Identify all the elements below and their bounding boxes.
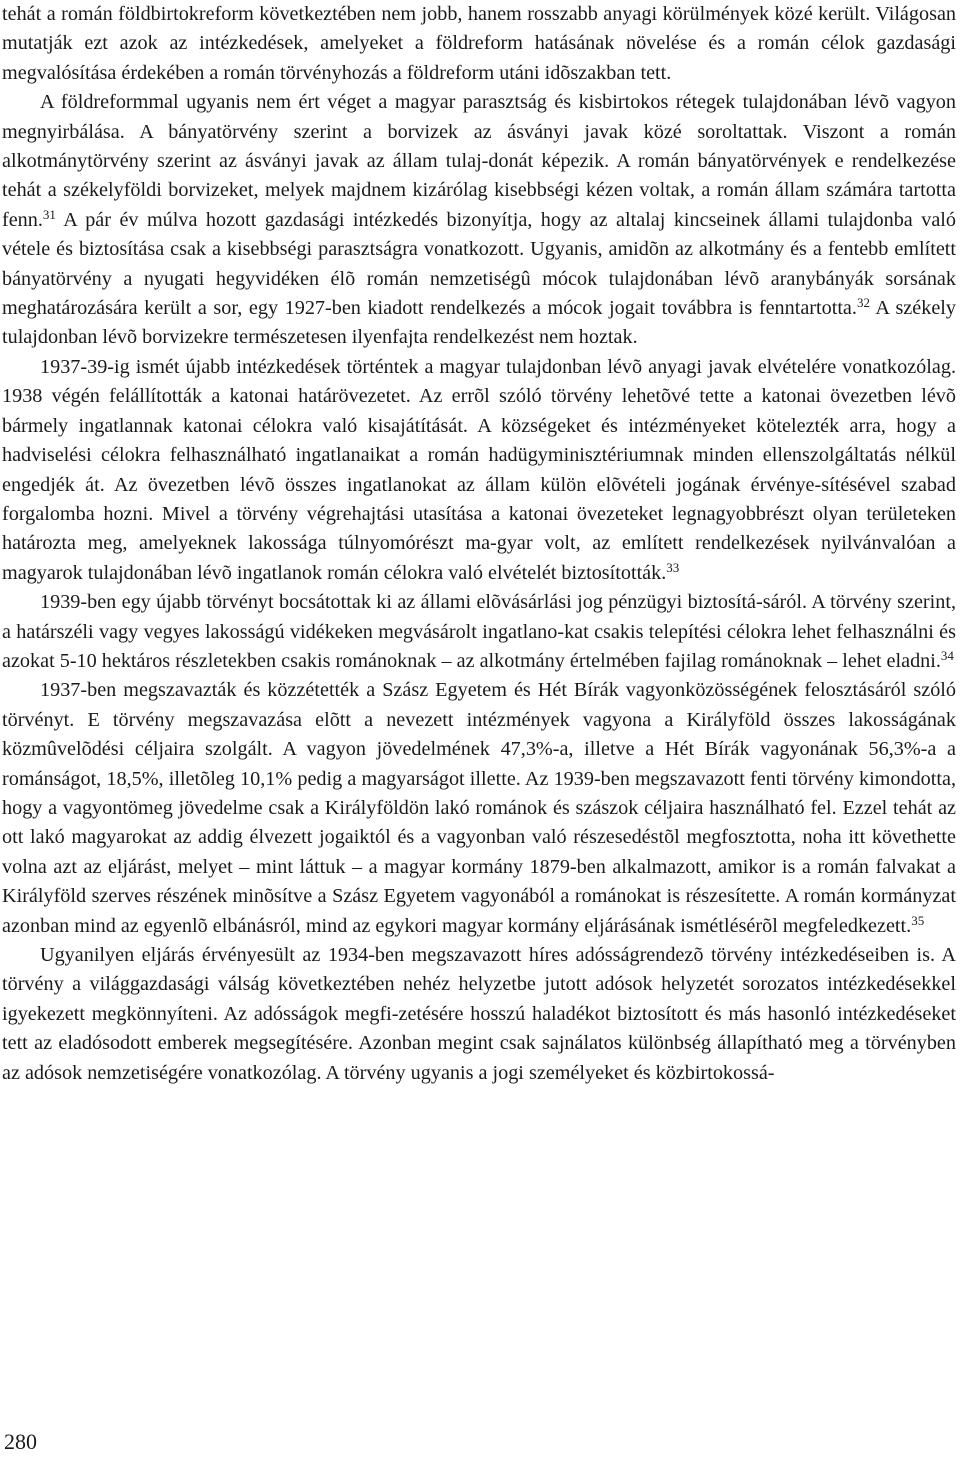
paragraph-text: tehát a román földbirtokreform következtében nem jobb, hanem rosszabb anyagi körülmények közé került. Világosan mutatják ezt azok az intézkedések, amelyeket a földreform hatásának növelése és a román célok gazdasági megvalósítása érdekében a román törvényhozás a földreform utáni idõszakban tett. <box>2 3 956 84</box>
paragraph-text: 1937-39-ig ismét újabb intézkedések történtek a magyar tulajdonban lévõ anyagi javak elvételére vonatkozólag. 1938 végén felállították a katonai határövezetet. Az errõl szóló törvény lehetõvé tette a katonai övezetben lévõ bármely ingatlannak katonai célokra való kisajátítását. A községeket és intézményeket kötelezték arra, hogy a hadviselési célokra felhasználható ingatlanaikat a román hadügyminisztériumnak minden ellenszolgáltatás nélkül engedjék át. Az övezetben lévõ összes ingatlanokat az állam külön elõvételi jogának érvénye-sítésével szabad forgalomba hozni. Mivel a törvény végrehajtási utasítása a katonai övezeteket legnagyobbrészt olyan területeken határozta meg, amelyeknek lakossága túlnyomórészt ma-gyar volt, az említett rendelkezések nyilvánvalóan a magyarok tulajdonában lévõ ingatlanok román célokra való elvételét biztosították. <box>2 355 956 584</box>
page-body <box>2 0 956 1088</box>
footnote-marker: 31 <box>42 206 56 222</box>
paragraph <box>2 88 956 353</box>
footnote-marker: 33 <box>666 559 680 575</box>
paragraph-text: 1937-ben megszavazták és közzétették a Szász Egyetem és Hét Bírák vagyonközösségének felosztásáról szóló törvényt. E törvény megszavazása elõtt a nevezett intézmények vagyona a Királyföld összes lakosságának közmûvelõdési céljaira szolgált. A vagyon jövedelmének 47,3%-a, illetve a Hét Bírák vagyonának 56,3%-a a románságot, 18,5%, illetõleg 10,1% pedig a magyarságot illette. Az 1939-ben megszavazott fenti törvény kimondotta, hogy a vagyontömeg jövedelme csak a Királyföldön lakó románok és szászok céljaira használható fel. Ezzel tehát az ott lakó magyarokat az addig élvezett jogaiktól és a vagyonban való részesedéstõl megfosztotta, noha itt követhette volna azt az eljárást, melyet – mint láttuk – a magyar kormány 1879-ben alkalmazott, amikor is a román falvakat a Királyföld szerves részének minõsítve a Szász Egyetem vagyonából a románokat is részesítette. A román kormányzat azonban mind az egyenlõ elbánásról, mind az egykori magyar kormány eljárásának ismétlésérõl megfeledkezett. <box>2 679 956 937</box>
footnote-marker: 35 <box>911 912 925 928</box>
paragraph <box>2 588 956 676</box>
paragraph <box>2 676 956 941</box>
page-number: 280 <box>4 1429 37 1454</box>
footnote-marker: 34 <box>940 647 954 663</box>
paragraph <box>2 941 956 1088</box>
paragraph-text: 1939-ben egy újabb törvényt bocsátottak ki az állami elõvásárlási jog pénzügyi biztosítá-sáról. A törvény szerint, a határszéli vagy vegyes lakosságú vidékeken megvásárolt ingatlano-kat csakis telepítési célokra lehet felhasználni és azokat 5-10 hektáros részletekben csakis románoknak – az alkotmány értelmében fajilag románoknak – lehet eladni. <box>2 591 956 672</box>
paragraph <box>2 353 956 588</box>
paragraph-text: A székely tulajdonban lévõ borvizekre természetesen ilyenfajta rendelkezést nem hoztak. <box>2 297 956 349</box>
footnote-marker: 32 <box>856 295 870 311</box>
paragraph <box>2 0 956 88</box>
paragraph-text: A pár év múlva hozott gazdasági intézkedés bizonyítja, hogy az altalaj kincseinek állami tulajdonba való vétele és biztosítása csak a kisebbségi parasztságra vonatkozott. Ugyanis, amidõn az alkotmány és a fentebb említett bányatörvény a nyugati hegyvidéken élõ román nemzetiségû mócok tulajdonában lévõ aranybányák sorsának meghatározására került a sor, egy 1927-ben kiadott rendelkezés a mócok jogait továbbra is fenntartotta. <box>2 208 956 320</box>
paragraph-text: A földreformmal ugyanis nem ért véget a magyar parasztság és kisbirtokos rétegek tulajdonában lévõ vagyon megnyirbálása. A bányatörvény szerint a borvizek az ásványi javak közé soroltattak. Viszont a román alkotmánytörvény szerint az ásványi javak az állam tulaj-donát képezik. A román bányatörvények e rendelkezése tehát a székelyföldi borvizeket, melyek majdnem kizárólag kisebbségi kézen voltak, a román állam számára tartotta fenn. <box>2 91 956 231</box>
paragraph-text: Ugyanilyen eljárás érvényesült az 1934-ben megszavazott híres adósságrendezõ törvény intézkedéseiben is. A törvény a világgazdasági válság következtében nehéz helyzetbe jutott adósok helyzetét sorozatos intézkedésekkel igyekezett megkönnyíteni. Az adósságok megfi-zetésére hosszú haladékot biztosított és más hasonló intézkedéseket tett az eladósodott emberek megsegítésére. Azonban megint csak sajnálatos különbség állapítható meg a törvényben az adósok nemzetiségére vonatkozólag. A törvény ugyanis a jogi személyeket és közbirtokossá- <box>2 944 956 1084</box>
